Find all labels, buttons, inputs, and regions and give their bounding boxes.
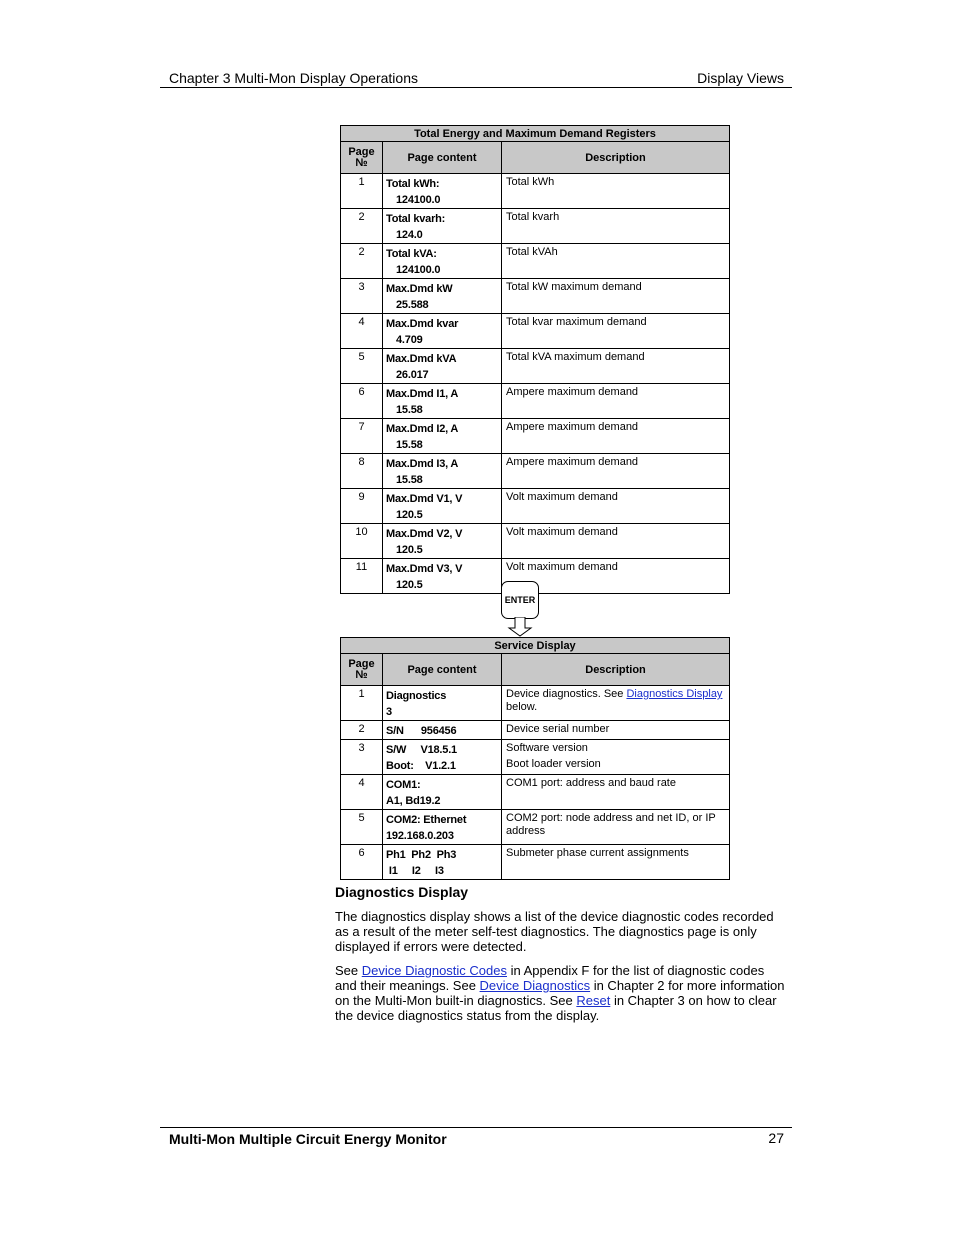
page-number-cell: 5 bbox=[341, 349, 383, 384]
page-number-cell: 3 bbox=[341, 740, 383, 775]
table-row bbox=[341, 686, 730, 721]
content-line: Max.Dmd V1, V bbox=[386, 493, 463, 505]
page-content-cell bbox=[383, 419, 502, 454]
description-cell: Ampere maximum demand bbox=[502, 384, 730, 419]
description-cell: Total kvarh bbox=[502, 209, 730, 244]
description-cell: Ampere maximum demand bbox=[502, 419, 730, 454]
paragraph: The diagnostics display shows a list of the device diagnostic codes recorded as a result of the meter self-test diagnostics. The diagnostics page is only displayed if errors were detected. bbox=[335, 909, 774, 954]
page-content-cell bbox=[383, 384, 502, 419]
reset-link[interactable]: Reset bbox=[576, 993, 611, 1008]
energy-table-title: Total Energy and Maximum Demand Registers bbox=[341, 126, 730, 142]
text: See bbox=[335, 963, 362, 978]
page-number-cell: 1 bbox=[341, 174, 383, 209]
page-content-cell bbox=[383, 740, 502, 775]
page-content-cell bbox=[383, 810, 502, 845]
table-row bbox=[341, 810, 730, 845]
content-value: A1, Bd19.2 bbox=[386, 795, 441, 807]
content-line: COM1: bbox=[386, 779, 421, 791]
column-header-page: Page № bbox=[341, 142, 383, 174]
content-line: S/N 956456 bbox=[386, 725, 457, 737]
header-section: Display Views bbox=[697, 70, 784, 86]
column-header-description: Description bbox=[502, 142, 730, 174]
column-header-content: Page content bbox=[383, 654, 502, 686]
section-heading: Diagnostics Display bbox=[335, 884, 469, 900]
content-value: 120.5 bbox=[396, 509, 423, 521]
table-row bbox=[341, 489, 730, 524]
content-value: 4.709 bbox=[396, 334, 423, 346]
column-header-description: Description bbox=[502, 654, 730, 686]
description-cell: Total kWh bbox=[502, 174, 730, 209]
table-row bbox=[341, 524, 730, 559]
page-number-cell: 9 bbox=[341, 489, 383, 524]
table-row bbox=[341, 174, 730, 209]
page-number: 27 bbox=[768, 1130, 784, 1146]
table-row bbox=[341, 845, 730, 880]
page-content-cell bbox=[383, 686, 502, 721]
description-text: Software version bbox=[506, 742, 588, 754]
description-text: Submeter phase current assignments bbox=[506, 847, 689, 859]
page-number-cell: 11 bbox=[341, 559, 383, 594]
description-cell bbox=[502, 775, 730, 810]
content-line: Total kVA: bbox=[386, 248, 437, 260]
page-content-cell bbox=[383, 244, 502, 279]
page-content-cell bbox=[383, 174, 502, 209]
enter-button[interactable]: ENTER bbox=[501, 581, 539, 619]
table-row bbox=[341, 244, 730, 279]
description-cell: Volt maximum demand bbox=[502, 559, 730, 594]
table-row bbox=[341, 454, 730, 489]
content-value: 3 bbox=[386, 706, 392, 718]
down-arrow-icon bbox=[506, 617, 534, 637]
description-text: Device serial number bbox=[506, 723, 610, 735]
header-chapter: Chapter 3 Multi-Mon Display Operations bbox=[169, 70, 418, 86]
column-header-content: Page content bbox=[383, 142, 502, 174]
description-cell: Volt maximum demand bbox=[502, 524, 730, 559]
content-value: 15.58 bbox=[396, 474, 423, 486]
content-value: Boot: V1.2.1 bbox=[386, 760, 456, 772]
content-line: Max.Dmd kvar bbox=[386, 318, 459, 330]
table-row bbox=[341, 721, 730, 740]
table-row bbox=[341, 349, 730, 384]
description-text: Device diagnostics. See bbox=[506, 688, 627, 700]
description-text: COM2 port: node address and net ID, or IP address bbox=[506, 812, 716, 837]
page-number-cell: 4 bbox=[341, 775, 383, 810]
description-cell: Volt maximum demand bbox=[502, 489, 730, 524]
description-cell: Total kvar maximum demand bbox=[502, 314, 730, 349]
table-row bbox=[341, 314, 730, 349]
description-cell bbox=[502, 740, 730, 775]
page-number-cell: 6 bbox=[341, 845, 383, 880]
page-content-cell bbox=[383, 721, 502, 740]
description-text: Boot loader version bbox=[506, 758, 601, 770]
content-line: Max.Dmd V2, V bbox=[386, 528, 463, 540]
page-content-cell bbox=[383, 209, 502, 244]
page-number-cell: 7 bbox=[341, 419, 383, 454]
content-value: 120.5 bbox=[396, 579, 423, 591]
footer-title: Multi-Mon Multiple Circuit Energy Monitor bbox=[169, 1131, 447, 1147]
content-line: Total kvarh: bbox=[386, 213, 446, 225]
content-line: Diagnostics bbox=[386, 690, 447, 702]
content-line: Max.Dmd kVA bbox=[386, 353, 457, 365]
description-cell bbox=[502, 721, 730, 740]
column-header-page: Page № bbox=[341, 654, 383, 686]
page-content-cell bbox=[383, 349, 502, 384]
table-row bbox=[341, 775, 730, 810]
content-value: 124100.0 bbox=[396, 194, 441, 206]
content-line: Max.Dmd V3, V bbox=[386, 563, 463, 575]
description-cell: Total kVA maximum demand bbox=[502, 349, 730, 384]
page-number-cell: 3 bbox=[341, 279, 383, 314]
description-cell bbox=[502, 686, 730, 721]
content-line: S/W V18.5.1 bbox=[386, 744, 457, 756]
table-row bbox=[341, 419, 730, 454]
content-value: 15.58 bbox=[396, 439, 423, 451]
paragraph bbox=[335, 963, 785, 1023]
page-content-cell bbox=[383, 489, 502, 524]
page-number-cell: 5 bbox=[341, 810, 383, 845]
description-text: COM1 port: address and baud rate bbox=[506, 777, 676, 789]
page-number-cell: 6 bbox=[341, 384, 383, 419]
text: in Appendix F for the list of diagnostic codes and their meanings. See bbox=[335, 963, 765, 993]
page-number-cell: 2 bbox=[341, 244, 383, 279]
content-line: COM2: Ethernet bbox=[386, 814, 467, 826]
page-content-cell bbox=[383, 524, 502, 559]
content-line: Max.Dmd I2, A bbox=[386, 423, 459, 435]
page-number-cell: 8 bbox=[341, 454, 383, 489]
description-cell: Ampere maximum demand bbox=[502, 454, 730, 489]
content-line: Max.Dmd I3, A bbox=[386, 458, 459, 470]
table-row bbox=[341, 384, 730, 419]
device-diagnostic-codes-link[interactable]: Device Diagnostic Codes bbox=[361, 963, 507, 978]
description-cell bbox=[502, 845, 730, 880]
page-content-cell bbox=[383, 845, 502, 880]
description-text: below. bbox=[506, 701, 538, 713]
content-value: 25.588 bbox=[396, 299, 429, 311]
page-content-cell bbox=[383, 279, 502, 314]
page-header bbox=[160, 70, 792, 88]
content-line: Max.Dmd kW bbox=[386, 283, 453, 295]
content-line: Ph1 Ph2 Ph3 bbox=[386, 849, 457, 861]
content-value: I1 I2 I3 bbox=[386, 865, 444, 877]
table-row bbox=[341, 279, 730, 314]
page-number-cell: 10 bbox=[341, 524, 383, 559]
table-row bbox=[341, 209, 730, 244]
content-value: 26.017 bbox=[396, 369, 429, 381]
text: in Chapter 2 for more information on the Multi-Mon built-in diagnostics. See bbox=[335, 978, 785, 1008]
device-diagnostics-link[interactable]: Device Diagnostics bbox=[479, 978, 591, 993]
text: in Chapter 3 on how to clear the device diagnostics status from the display. bbox=[335, 993, 777, 1023]
description-cell: Total kW maximum demand bbox=[502, 279, 730, 314]
content-value: 124100.0 bbox=[396, 264, 441, 276]
table-row bbox=[341, 740, 730, 775]
diagnostics-display-link[interactable]: Diagnostics Display bbox=[626, 688, 723, 700]
content-value: 15.58 bbox=[396, 404, 423, 416]
page-content-cell bbox=[383, 314, 502, 349]
page-number-cell: 2 bbox=[341, 209, 383, 244]
service-display-table bbox=[340, 637, 730, 880]
description-cell bbox=[502, 810, 730, 845]
page-number-cell: 4 bbox=[341, 314, 383, 349]
page-content-cell bbox=[383, 454, 502, 489]
content-value: 192.168.0.203 bbox=[386, 830, 454, 842]
service-table-title: Service Display bbox=[341, 638, 730, 654]
content-line: Total kWh: bbox=[386, 178, 440, 190]
description-cell: Total kVAh bbox=[502, 244, 730, 279]
page-number-cell: 1 bbox=[341, 686, 383, 721]
content-value: 124.0 bbox=[396, 229, 423, 241]
energy-registers-table bbox=[340, 125, 730, 594]
content-line: Max.Dmd I1, A bbox=[386, 388, 459, 400]
page-content-cell bbox=[383, 775, 502, 810]
page-content-cell bbox=[383, 559, 502, 594]
page-footer bbox=[160, 1127, 792, 1147]
page-number-cell: 2 bbox=[341, 721, 383, 740]
content-value: 120.5 bbox=[396, 544, 423, 556]
